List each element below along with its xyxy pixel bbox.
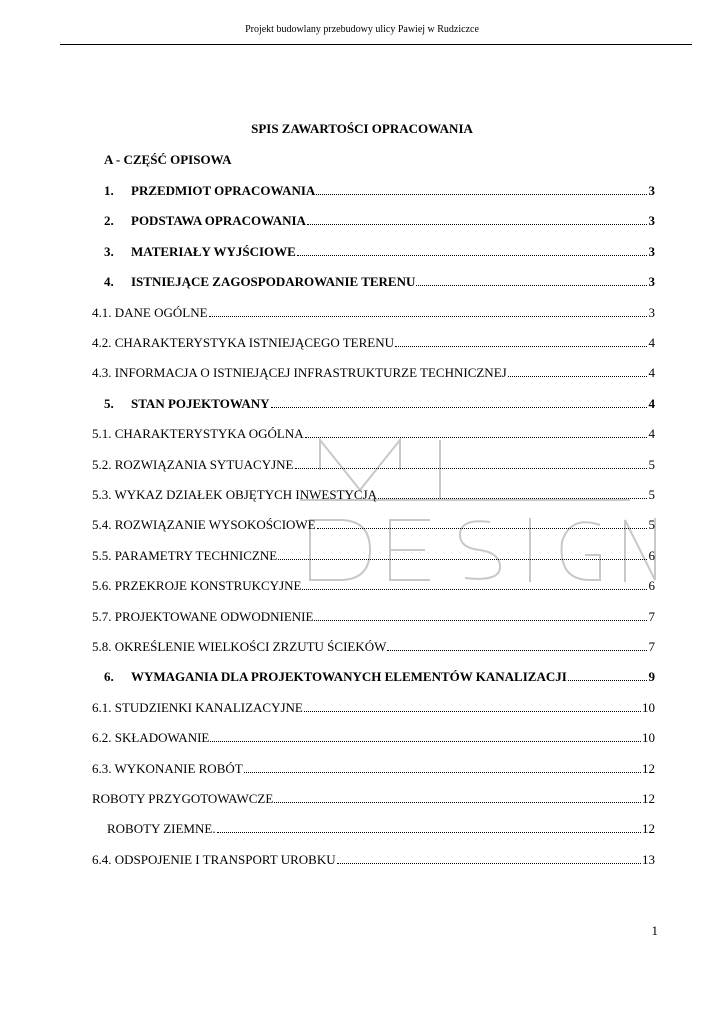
toc-entry-page: 12 [642,791,655,806]
toc-leader-dots [508,376,647,377]
toc-leader-dots [416,285,647,286]
toc-entry[interactable] [104,212,655,230]
toc-entry-number: 1. [104,183,114,198]
toc-entry-page: 7 [648,608,655,624]
toc-leader-dots [271,407,647,408]
toc-leader-dots [305,437,647,438]
toc-entry[interactable] [104,395,655,413]
toc-entry-page: 4 [648,426,655,442]
toc-entry[interactable] [92,334,655,352]
toc-entry-page: 6 [648,547,655,563]
toc-entry-page: 12 [642,821,655,837]
toc-entry-page: 10 [642,699,655,715]
header-rule [60,44,692,45]
toc-entry-label: 4.1. DANE OGÓLNE [92,304,208,320]
toc-leader-dots [244,772,641,773]
toc-entry-number: 4. [104,274,114,290]
toc-entry-label: 5.4. ROZWIĄZANIE WYSOKOŚCIOWE [92,517,316,533]
toc-entry-label: 4.3. INFORMACJA O ISTNIEJĄCEJ INFRASTRUKTURZE TECHNICZNEJ [92,365,507,381]
toc-entry-page: 12 [642,760,655,776]
running-header: Projekt budowlany przebudowy ulicy Pawiej w Rudziczce [245,24,479,35]
toc-entry-label: ISTNIEJĄCE ZAGOSPODAROWANIE TERENU [131,274,416,290]
toc-entry-page: 4 [648,335,655,350]
toc-entry[interactable] [92,456,655,474]
toc-entry[interactable] [104,243,655,261]
toc-entry[interactable] [92,638,655,656]
toc-leader-dots [274,802,641,803]
toc-entry-number: 2. [104,213,114,229]
toc-entry-page: 3 [648,213,655,229]
toc-entry-label: WYMAGANIA DLA PROJEKTOWANYCH ELEMENTÓW KANALIZACJI [131,669,567,685]
toc-entry[interactable] [92,608,655,626]
toc-entry[interactable] [104,273,655,291]
toc-entry-page: 13 [642,851,655,867]
toc-leader-dots [395,346,647,347]
toc-entry-label: ROBOTY ZIEMNE. [107,821,216,837]
toc-entry[interactable] [92,699,655,717]
toc-entry-label: STAN POJEKTOWANY [131,395,270,411]
toc-entry-page: 5 [648,487,655,502]
toc-entry-label: 5.6. PRZEKROJE KONSTRUKCYJNE [92,578,302,594]
document-title: SPIS ZAWARTOŚCI OPRACOWANIA [251,121,473,136]
page-number: 1 [651,923,658,938]
toc-leader-dots [302,589,647,590]
toc-entry-label: 4.2. CHARAKTERYSTYKA ISTNIEJĄCEGO TERENU [92,335,395,350]
toc-entry[interactable] [92,547,655,565]
toc-leader-dots [337,863,641,864]
toc-entry-page: 3 [648,243,655,259]
toc-entry-label: 6.1. STUDZIENKI KANALIZACYJNE [92,699,303,715]
toc-leader-dots [295,468,648,469]
toc-entry-page: 7 [648,639,655,654]
toc-entry-page: 4 [648,365,655,381]
toc-entry-label: 5.5. PARAMETRY TECHNICZNE [92,547,278,563]
toc-entry[interactable] [104,668,655,686]
toc-entry[interactable] [92,486,655,504]
toc-entry-label: PODSTAWA OPRACOWANIA [131,213,306,229]
toc-entry-label: ROBOTY PRZYGOTOWAWCZE [92,791,274,806]
toc-leader-dots [304,711,641,712]
toc-leader-dots [217,832,641,833]
toc-entry[interactable] [92,516,655,534]
toc-entry[interactable] [92,851,655,869]
toc-entry[interactable] [104,182,655,200]
toc-entry-label: 6.2. SKŁADOWANIE [92,730,210,746]
toc-entry[interactable] [92,760,655,778]
toc-entry[interactable] [92,425,655,443]
toc-leader-dots [210,741,641,742]
toc-entry-label: 5.7. PROJEKTOWANE ODWODNIENIE [92,608,314,624]
toc-leader-dots [307,224,647,225]
toc-leader-dots [317,528,647,529]
toc-entry-label: 5.1. CHARAKTERYSTYKA OGÓLNA [92,426,304,442]
toc-leader-dots [278,559,647,560]
toc-entry-label: MATERIAŁY WYJŚCIOWE [131,243,296,259]
toc-leader-dots [297,255,647,256]
toc-leader-dots [209,316,647,317]
toc-entry-page: 3 [648,183,655,198]
toc-entry-label: 6.3. WYKONANIE ROBÓT [92,760,243,776]
toc-entry-label: 5.2. ROZWIĄZANIA SYTUACYJNE [92,456,294,472]
toc-entry-page: 6 [648,578,655,594]
toc-entry-label: 5.8. OKREŚLENIE WIELKOŚCI ZRZUTU ŚCIEKÓW [92,639,387,654]
toc-leader-dots [378,498,647,499]
toc-entry-page: 9 [648,669,655,685]
toc-entry[interactable] [92,729,655,747]
toc-entry-label: 5.3. WYKAZ DZIAŁEK OBJĘTYCH INWESTYCJĄ [92,487,378,502]
toc-entry-page: 3 [648,274,655,290]
toc-entry-page: 5 [648,517,655,533]
toc-entry-page: 10 [642,730,655,746]
toc-leader-dots [314,620,647,621]
toc-entry-page: 3 [648,304,655,320]
toc-entry[interactable] [92,577,655,595]
toc-entry-label: PRZEDMIOT OPRACOWANIA [131,183,316,198]
toc-entry[interactable] [92,790,655,808]
section-title: A - CZĘŚĆ OPISOWA [104,152,232,167]
toc-leader-dots [387,650,647,651]
toc-entry-page: 4 [648,395,655,411]
toc-entry-number: 5. [104,395,114,411]
toc-leader-dots [316,194,647,195]
toc-entry-number: 6. [104,669,114,685]
toc-entry-page: 5 [648,456,655,472]
toc-entry[interactable] [92,364,655,382]
toc-entry-number: 3. [104,243,114,259]
toc-entry[interactable] [92,304,655,322]
toc-entry[interactable] [107,820,655,838]
toc-leader-dots [568,680,647,681]
toc-entry-label: 6.4. ODSPOJENIE I TRANSPORT UROBKU [92,851,336,867]
